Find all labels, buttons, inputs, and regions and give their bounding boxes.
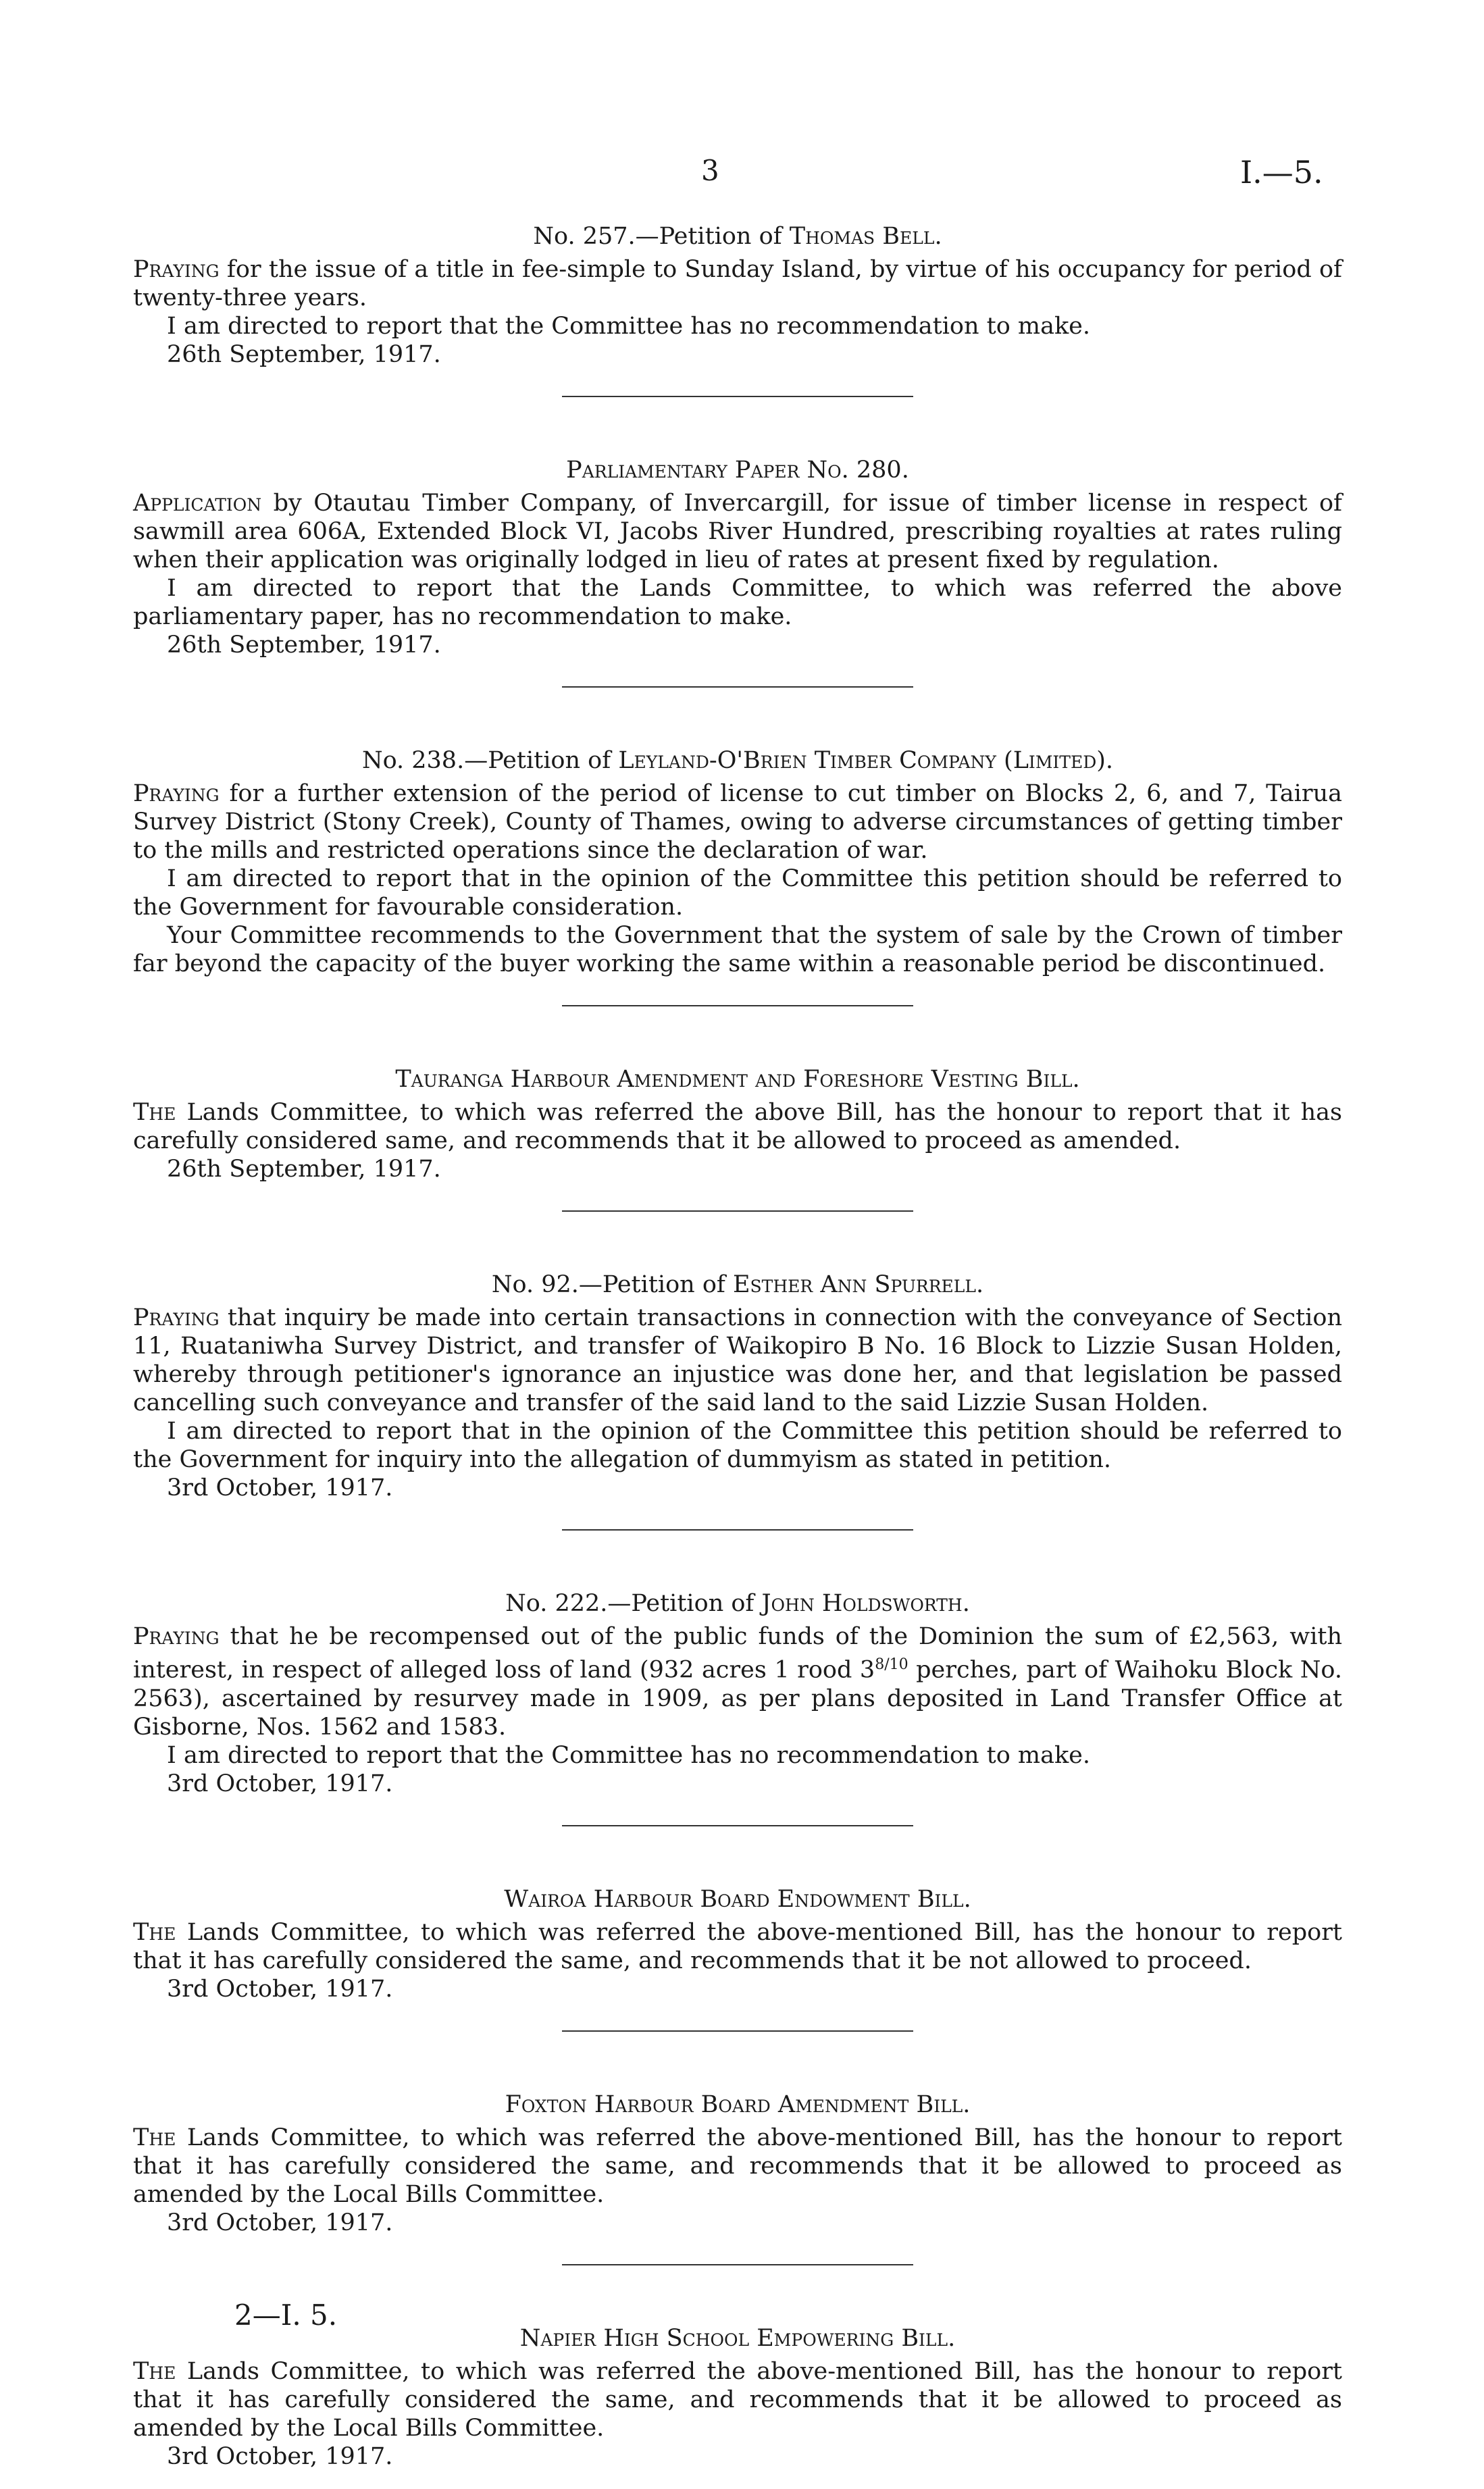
report-date: 26th September, 1917. <box>167 341 441 368</box>
section-heading: Napier High School Empowering Bill. <box>519 2324 956 2352</box>
section-divider <box>562 686 913 688</box>
report-date: 3rd October, 1917. <box>167 2209 393 2236</box>
petition-222 <box>133 1590 1342 1798</box>
section-heading: No. 222.—Petition of John Holdsworth. <box>505 1590 970 1617</box>
section-heading: No. 92.—Petition of Esther Ann Spurrell. <box>491 1271 984 1298</box>
report-date: 3rd October, 1917. <box>167 1474 393 1502</box>
section-divider <box>562 1210 913 1212</box>
section-divider <box>562 1825 913 1826</box>
section-body: Application by Otautau Timber Company, of Invercargill, for issue of timber license in respect of sawmill area 606A, Extended Block VI, Jacobs River Hundred, prescribing royalties at rates ruling when their application was originally lodged in lieu of rates at present fixed by regulation. <box>133 490 1342 573</box>
parliamentary-paper-280 <box>133 457 1342 659</box>
section-heading: Foxton Harbour Board Amendment Bill. <box>505 2090 971 2118</box>
wairoa-harbour-bill <box>133 1886 1342 2003</box>
petition-257 <box>133 223 1342 369</box>
section-divider <box>562 2030 913 2032</box>
section-heading: Tauranga Harbour Amendment and Foreshore Vesting Bill. <box>395 1066 1080 1093</box>
section-body: Praying for a further extension of the period of license to cut timber on Blocks 2, 6, and 7, Tairua Survey District (Stony Creek), County of Thames, owing to adverse circumstances of getting timber to the mills and restricted operations since the declaration of war. <box>133 780 1342 864</box>
tauranga-harbour-bill <box>133 1066 1342 1183</box>
section-heading: Parliamentary Paper No. 280. <box>566 457 909 484</box>
committee-report: I am directed to report that in the opinion of the Committee this petition should be referred to the Government for inquiry into the allegation of dummyism as stated in petition. <box>133 1418 1342 1473</box>
section-divider <box>562 2264 913 2265</box>
committee-report: I am directed to report that the Committee has no recommendation to make. <box>167 313 1091 340</box>
page-content <box>133 223 1342 2471</box>
page-number: 3 <box>701 154 719 187</box>
report-date: 3rd October, 1917. <box>167 1975 393 2003</box>
report-date: 3rd October, 1917. <box>167 1770 393 1797</box>
section-body: Praying that he be recompensed out of the public funds of the Dominion the sum of £2,563, with interest, in respect of alleged loss of land (932 acres 1 rood $3^{8/10}$ perches, part of Waihoku Block No. 2563), ascertained by resurvey made in 1909, as per plans deposited in Land Transfer Office at Gisborne, Nos. 1562 and 1583. <box>133 1623 1342 1741</box>
section-divider <box>562 396 913 397</box>
fraction: 8/10 <box>875 1656 909 1673</box>
report-date: 26th September, 1917. <box>167 1156 441 1183</box>
foxton-harbour-bill <box>133 2091 1342 2237</box>
petition-92 <box>133 1271 1342 1502</box>
committee-report: I am directed to report that the Committee has no recommendation to make. <box>167 1741 1091 1769</box>
committee-report: I am directed to report that in the opinion of the Committee this petition should be referred to the Government for favourable consideration. <box>133 865 1342 921</box>
report-date: 26th September, 1917. <box>167 632 441 659</box>
document-reference: I.—5. <box>1240 154 1323 190</box>
section-heading: No. 257.—Petition of Thomas Bell. <box>533 223 942 250</box>
section-body: Praying that inquiry be made into certain transactions in connection with the conveyance of Section 11, Ruataniwha Survey District, and transfer of Waikopiro B No. 16 Block to Lizzie Susan Holden, whereby through petitioner's ignorance an injustice was done her, and that legislation be passed cancelling such conveyance and transfer of the said land to the said Lizzie Susan Holden. <box>133 1304 1342 1416</box>
report-date: 3rd October, 1917. <box>167 2442 393 2470</box>
section-body: The Lands Committee, to which was referred the above-mentioned Bill, has the honour to report that it has carefully considered the same, and recommends that it be allowed to proceed as amended by the Local Bills Committee. <box>133 2124 1342 2208</box>
petition-238 <box>133 747 1342 978</box>
section-body: The Lands Committee, to which was referred the above-mentioned Bill, has the honour to report that it has carefully considered the same, and recommends that it be not allowed to proceed. <box>133 1918 1342 1974</box>
committee-report: I am directed to report that the Lands Committee, to which was referred the above parliamentary paper, has no recommendation to make. <box>133 575 1342 630</box>
section-divider <box>562 1529 913 1531</box>
section-body: Praying for the issue of a title in fee-simple to Sunday Island, by virtue of his occupancy for period of twenty-three years. <box>133 256 1342 311</box>
section-heading: Wairoa Harbour Board Endowment Bill. <box>504 1885 971 1913</box>
section-body: The Lands Committee, to which was referred the above-mentioned Bill, has the honour to report that it has carefully considered the same, and recommends that it be allowed to proceed as amended by the Local Bills Committee. <box>133 2357 1342 2442</box>
section-divider <box>562 1005 913 1006</box>
footer-signature: 2—I. 5. <box>234 2299 338 2332</box>
napier-high-school-bill <box>133 2325 1342 2471</box>
section-body: The Lands Committee, to which was referred the above Bill, has the honour to report that it has carefully considered same, and recommends that it be allowed to proceed as amended. <box>133 1099 1342 1154</box>
section-heading: No. 238.—Petition of Leyland-O'Brien Timber Company (Limited). <box>361 747 1114 774</box>
committee-recommendation: Your Committee recommends to the Government that the system of sale by the Crown of timber far beyond the capacity of the buyer working the same within a reasonable period be discontinued. <box>133 922 1342 977</box>
